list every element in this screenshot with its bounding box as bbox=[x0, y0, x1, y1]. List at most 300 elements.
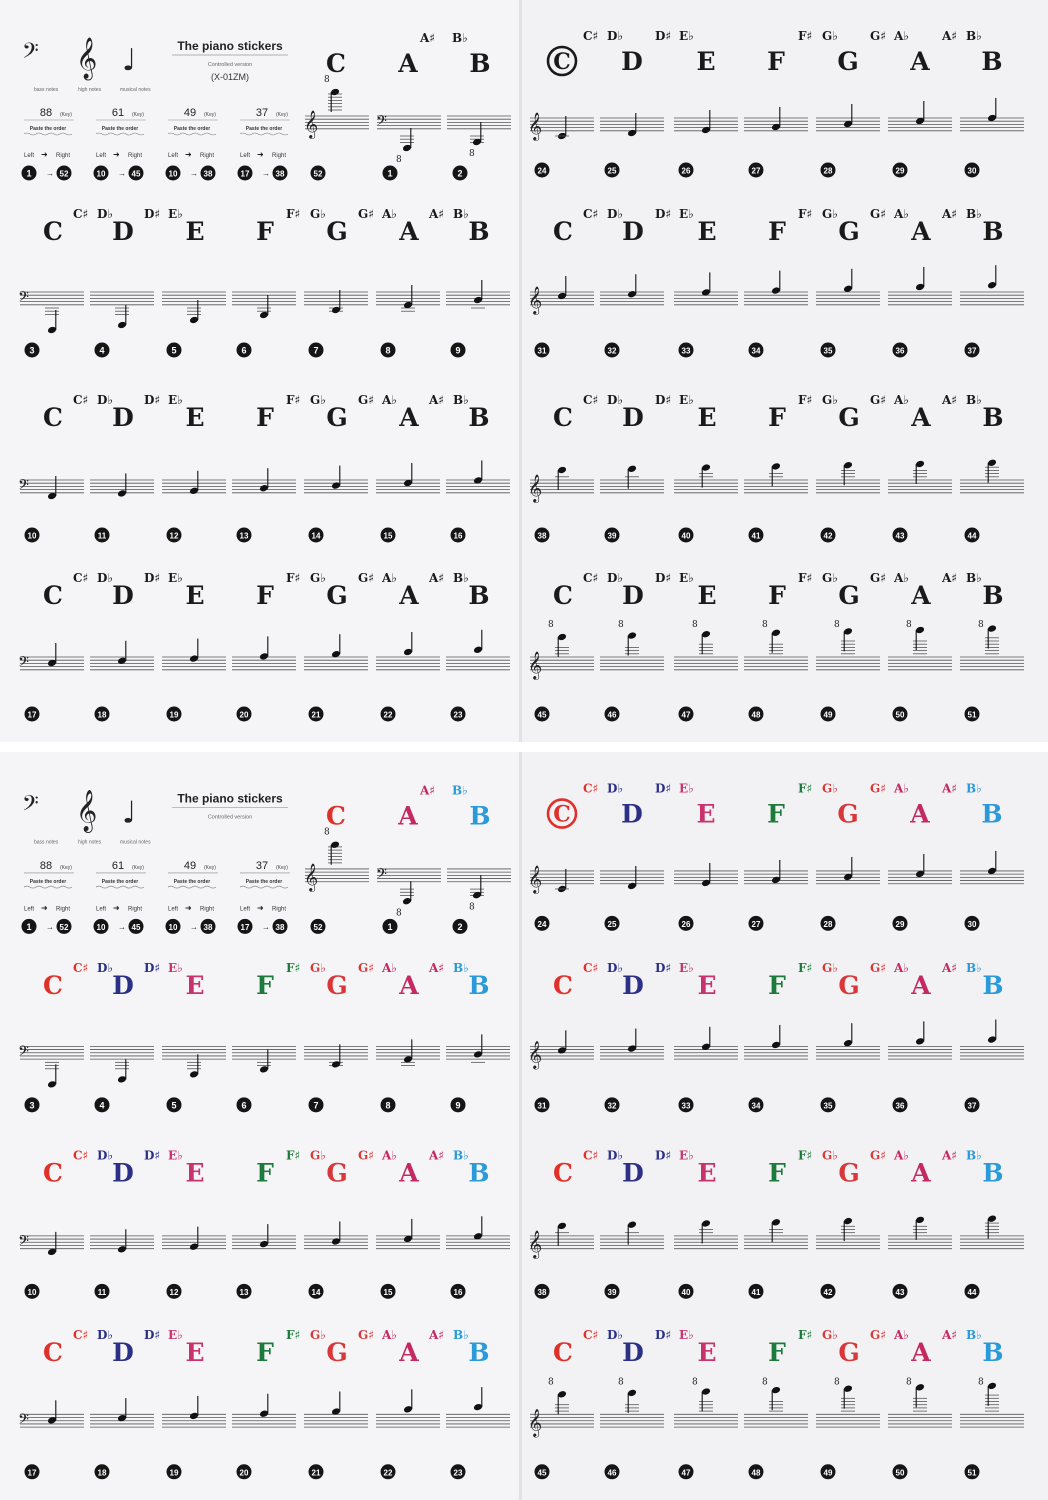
direction-left: Left bbox=[168, 153, 179, 159]
accidental-label: C♯ bbox=[583, 393, 599, 407]
natural-note-label: A bbox=[911, 970, 931, 1000]
number-label: 17 bbox=[240, 922, 250, 932]
paste-order: Paste the order bbox=[173, 879, 211, 886]
accidental-label: A♭ bbox=[382, 207, 397, 221]
accidental-label: G♭ bbox=[310, 1148, 326, 1163]
number-label: 23 bbox=[453, 1468, 463, 1478]
accidental-label: G♭ bbox=[310, 1327, 326, 1342]
number-label: 35 bbox=[823, 346, 833, 356]
number-label: 41 bbox=[751, 1287, 761, 1297]
paste-order: Paste the order bbox=[101, 126, 139, 132]
accidental-label: D♭ bbox=[97, 207, 114, 221]
natural-note-label: E bbox=[696, 799, 716, 829]
number-label: 14 bbox=[311, 1287, 321, 1297]
natural-note-label: G bbox=[837, 799, 859, 829]
accidental-label: E♭ bbox=[679, 1148, 694, 1163]
accidental-label: A♯ bbox=[942, 960, 958, 975]
number-label: 7 bbox=[313, 345, 319, 356]
bass-clef-icon: 𝄢 bbox=[18, 1232, 29, 1253]
accidental-label: C♯ bbox=[583, 207, 599, 221]
accidental-label: D♯ bbox=[144, 1148, 161, 1163]
quarter-note-icon: ♩ bbox=[122, 795, 137, 831]
accidental-label: E♭ bbox=[679, 393, 694, 407]
accidental-label: B♭ bbox=[453, 1148, 469, 1163]
natural-note-label: B bbox=[982, 970, 1004, 1000]
direction-left: Left bbox=[24, 906, 35, 913]
number-label: 45 bbox=[131, 169, 141, 179]
number-label: 30 bbox=[967, 166, 977, 176]
number-label: 41 bbox=[751, 531, 761, 541]
accidental-label: D♭ bbox=[607, 1327, 624, 1342]
ottava-mark: 8 bbox=[692, 1377, 698, 1388]
accidental-label: D♯ bbox=[655, 571, 672, 585]
natural-note-label: E bbox=[185, 217, 205, 246]
accidental-label: A♯ bbox=[429, 1148, 445, 1163]
natural-note-label: G bbox=[326, 403, 348, 432]
key-unit: (Key) bbox=[204, 864, 216, 871]
accidental-label: E♭ bbox=[679, 207, 694, 221]
accidental-label: G♯ bbox=[870, 960, 887, 975]
natural-note-label: E bbox=[697, 403, 717, 432]
natural-note-label: G bbox=[838, 1158, 860, 1188]
accidental-label: D♭ bbox=[607, 960, 624, 975]
accidental-label: D♭ bbox=[607, 207, 624, 221]
number-label: 24 bbox=[537, 166, 547, 176]
direction-right: Right bbox=[56, 153, 71, 159]
number-label: 25 bbox=[607, 919, 617, 929]
accidental-label: G♭ bbox=[822, 1148, 838, 1163]
accidental-label: C♯ bbox=[73, 207, 89, 221]
natural-note-label: C bbox=[43, 1337, 63, 1367]
accidental-label: A♭ bbox=[382, 960, 397, 975]
accidental-label: G♯ bbox=[870, 1148, 887, 1163]
natural-note-label: G bbox=[838, 581, 860, 610]
accidental-label: A♭ bbox=[382, 571, 397, 585]
arrow-right-icon: ➜ bbox=[113, 903, 120, 913]
natural-note-label: B bbox=[981, 799, 1003, 829]
accidental-label: B♭ bbox=[453, 1327, 469, 1342]
treble-clef-icon: 𝄞 bbox=[528, 112, 543, 140]
accidental-label: E♭ bbox=[679, 571, 694, 585]
key-count: 88 bbox=[39, 107, 53, 119]
number-label: 17 bbox=[27, 710, 37, 720]
number-label: 51 bbox=[967, 1468, 977, 1478]
number-label: 49 bbox=[823, 1468, 833, 1478]
natural-note-label: A bbox=[399, 1337, 419, 1367]
bass-clef-icon: 𝄢 bbox=[376, 113, 387, 133]
natural-note-label: C bbox=[553, 403, 573, 432]
number-label: 43 bbox=[895, 531, 905, 541]
key-count: 49 bbox=[183, 859, 197, 872]
arrow-right-icon: → bbox=[190, 169, 198, 178]
natural-note-label: D bbox=[112, 403, 134, 432]
icon-caption: musical notes bbox=[120, 87, 151, 93]
accidental-label: B♭ bbox=[966, 960, 982, 975]
number-label: 12 bbox=[169, 531, 179, 541]
accidental-label: E♭ bbox=[168, 1148, 183, 1163]
key-unit: (Key) bbox=[132, 864, 144, 871]
natural-note-label: E bbox=[697, 217, 717, 246]
natural-note-label: F bbox=[768, 1158, 786, 1188]
arrow-right-icon: ➜ bbox=[41, 903, 48, 913]
sheet-art-group bbox=[18, 781, 1024, 1479]
number-label: 10 bbox=[96, 169, 106, 179]
ottava-mark: 8 bbox=[548, 1377, 554, 1388]
natural-note-label: D bbox=[112, 1158, 134, 1188]
sticker-sheet-art bbox=[0, 0, 1048, 742]
accidental-label: B♭ bbox=[452, 783, 468, 798]
direction-left: Left bbox=[24, 153, 35, 159]
ottava-mark: 8 bbox=[834, 620, 840, 630]
accidental-label: A♯ bbox=[942, 1148, 958, 1163]
number-label: 27 bbox=[751, 919, 761, 929]
accidental-label: G♭ bbox=[822, 207, 838, 221]
treble-clef-icon: 𝄞 bbox=[528, 1040, 543, 1069]
accidental-label: A♯ bbox=[429, 571, 445, 585]
accidental-label: C♯ bbox=[73, 571, 89, 585]
natural-note-label: E bbox=[185, 403, 205, 432]
accidental-label: B♭ bbox=[966, 781, 982, 796]
number-label: 2 bbox=[457, 168, 463, 179]
number-label: 33 bbox=[681, 1101, 691, 1111]
accidental-label: G♯ bbox=[870, 29, 887, 43]
wavy-rule bbox=[96, 886, 144, 888]
number-label: 21 bbox=[311, 710, 321, 720]
quarter-note-icon: ♩ bbox=[122, 43, 137, 78]
number-label: 17 bbox=[27, 1468, 37, 1478]
number-label: 44 bbox=[967, 531, 977, 541]
number-label: 42 bbox=[823, 531, 833, 541]
accidental-label: F♯ bbox=[286, 207, 301, 221]
natural-note-label: D bbox=[112, 970, 134, 1000]
direction-left: Left bbox=[96, 153, 107, 159]
arrow-right-icon: ➜ bbox=[257, 150, 264, 159]
number-label: 50 bbox=[895, 710, 905, 720]
icon-caption: high notes bbox=[78, 87, 102, 93]
number-label: 20 bbox=[239, 1468, 249, 1478]
number-label: 27 bbox=[751, 166, 761, 176]
natural-note-label: E bbox=[697, 1158, 717, 1188]
accidental-label: D♯ bbox=[144, 571, 161, 585]
accidental-label: E♭ bbox=[679, 29, 694, 43]
natural-note-label: D bbox=[622, 403, 644, 432]
natural-note-label: G bbox=[326, 581, 348, 610]
accidental-label: A♭ bbox=[382, 1327, 397, 1342]
number-label: 1 bbox=[26, 921, 32, 932]
number-label: 37 bbox=[967, 346, 977, 356]
header-subtitle: Controlled version bbox=[207, 814, 253, 821]
natural-note-label: C bbox=[43, 1158, 63, 1188]
number-label: 37 bbox=[967, 1101, 977, 1111]
natural-note-label: C bbox=[553, 1158, 573, 1188]
natural-note-label: B bbox=[468, 1337, 490, 1367]
natural-note-label: C bbox=[553, 1337, 573, 1367]
accidental-label: A♭ bbox=[382, 393, 397, 407]
arrow-right-icon: → bbox=[262, 922, 270, 932]
number-label: 11 bbox=[97, 531, 107, 541]
number-label: 30 bbox=[967, 919, 977, 929]
natural-note-label: B bbox=[468, 403, 490, 432]
key-count: 49 bbox=[183, 107, 197, 119]
accidental-label: B♭ bbox=[966, 1148, 982, 1163]
accidental-label: E♭ bbox=[168, 1327, 183, 1342]
natural-note-label: F bbox=[767, 47, 785, 76]
natural-note-label: G bbox=[837, 47, 859, 76]
natural-note-label: G bbox=[838, 217, 860, 246]
accidental-label: G♭ bbox=[822, 571, 838, 585]
natural-note-label: A bbox=[399, 217, 419, 246]
accidental-label: A♯ bbox=[942, 393, 958, 407]
natural-note-label: D bbox=[621, 799, 643, 829]
key-unit: (Key) bbox=[60, 112, 72, 118]
direction-left: Left bbox=[168, 906, 179, 913]
treble-clef-icon: 𝄞 bbox=[528, 1408, 543, 1437]
treble-clef-icon: 𝄞 bbox=[76, 38, 98, 79]
accidental-label: G♯ bbox=[358, 1327, 375, 1342]
number-label: 7 bbox=[313, 1100, 319, 1111]
treble-clef-icon: 𝄞 bbox=[528, 864, 543, 893]
number-label: 48 bbox=[751, 710, 761, 720]
ottava-mark: 8 bbox=[906, 1377, 912, 1388]
ottava-mark: 8 bbox=[978, 1377, 984, 1388]
natural-note-label: A bbox=[399, 1158, 419, 1188]
natural-note-label: D bbox=[622, 217, 644, 246]
natural-note-label: G bbox=[326, 970, 348, 1000]
number-label: 38 bbox=[275, 922, 285, 932]
accidental-label: B♭ bbox=[966, 29, 982, 43]
accidental-label: A♭ bbox=[894, 1148, 909, 1163]
natural-note-label: C bbox=[553, 970, 573, 1000]
treble-clef-icon: 𝄞 bbox=[76, 790, 98, 832]
natural-note-label: C bbox=[43, 970, 63, 1000]
natural-note-label: A bbox=[399, 970, 419, 1000]
treble-clef-icon: 𝄞 bbox=[528, 651, 543, 679]
number-label: 35 bbox=[823, 1101, 833, 1111]
direction-left: Left bbox=[240, 906, 251, 913]
natural-note-label: D bbox=[622, 581, 644, 610]
natural-note-label: D bbox=[112, 217, 134, 246]
natural-note-label: C bbox=[43, 581, 63, 610]
natural-note-label: A bbox=[911, 581, 931, 610]
accidental-label: A♯ bbox=[420, 783, 436, 798]
arrow-right-icon: ➜ bbox=[185, 903, 192, 913]
accidental-label: D♯ bbox=[655, 781, 672, 796]
natural-note-label: B bbox=[982, 217, 1004, 246]
number-label: 49 bbox=[823, 710, 833, 720]
number-label: 36 bbox=[895, 346, 905, 356]
accidental-label: F♯ bbox=[286, 571, 301, 585]
accidental-label: D♭ bbox=[607, 781, 624, 796]
accidental-label: D♭ bbox=[607, 1148, 624, 1163]
number-label: 32 bbox=[607, 346, 617, 356]
ottava-mark: 8 bbox=[618, 1377, 624, 1388]
natural-note-label: E bbox=[185, 1158, 205, 1188]
natural-note-label: E bbox=[185, 1337, 205, 1367]
accidental-label: D♯ bbox=[655, 1148, 672, 1163]
natural-note-label: A bbox=[398, 49, 418, 78]
number-label: 11 bbox=[97, 1287, 107, 1297]
arrow-right-icon: → bbox=[262, 169, 270, 178]
accidental-label: G♭ bbox=[822, 1327, 838, 1342]
direction-right: Right bbox=[200, 153, 215, 159]
number-label: 10 bbox=[96, 922, 106, 932]
icon-caption: high notes bbox=[78, 839, 102, 846]
sheet-art-group bbox=[18, 29, 1024, 722]
accidental-label: G♭ bbox=[310, 207, 326, 221]
number-label: 28 bbox=[823, 166, 833, 176]
number-label: 39 bbox=[607, 531, 617, 541]
number-label: 22 bbox=[383, 1468, 393, 1478]
number-label: 19 bbox=[169, 710, 179, 720]
number-label: 8 bbox=[385, 1100, 391, 1111]
natural-note-label: A bbox=[399, 403, 419, 432]
natural-note-label: A bbox=[399, 581, 419, 610]
number-label: 29 bbox=[895, 166, 905, 176]
sticker-sheet-color bbox=[0, 752, 1048, 1500]
number-label: 19 bbox=[169, 1468, 179, 1478]
accidental-label: C♯ bbox=[583, 781, 599, 796]
number-label: 26 bbox=[681, 166, 691, 176]
number-label: 2 bbox=[457, 921, 463, 932]
wavy-rule bbox=[168, 886, 216, 888]
number-label: 15 bbox=[383, 1287, 393, 1297]
number-label: 9 bbox=[455, 345, 461, 356]
number-label: 40 bbox=[681, 1287, 691, 1297]
number-label: 52 bbox=[59, 169, 69, 179]
accidental-label: D♯ bbox=[144, 207, 161, 221]
header-title: The piano stickers bbox=[177, 791, 283, 806]
accidental-label: A♯ bbox=[429, 960, 445, 975]
paste-order: Paste the order bbox=[173, 126, 211, 132]
natural-note-label: B bbox=[982, 403, 1004, 432]
natural-note-label: A bbox=[911, 217, 931, 246]
paste-order: Paste the order bbox=[245, 879, 283, 886]
direction-right: Right bbox=[272, 153, 287, 159]
number-label: 10 bbox=[27, 1287, 37, 1297]
bass-clef-icon: 𝄢 bbox=[18, 1043, 29, 1064]
natural-note-label: D bbox=[112, 1337, 134, 1367]
natural-note-label: A bbox=[911, 403, 931, 432]
number-label: 1 bbox=[26, 168, 32, 179]
accidental-label: G♯ bbox=[870, 207, 887, 221]
accidental-label: A♭ bbox=[894, 1327, 909, 1342]
number-label: 12 bbox=[169, 1287, 179, 1297]
number-label: 4 bbox=[99, 345, 105, 356]
accidental-label: A♯ bbox=[942, 1327, 958, 1342]
accidental-label: G♯ bbox=[870, 781, 887, 796]
natural-note-label: B bbox=[468, 581, 490, 610]
natural-note-label: B bbox=[981, 47, 1003, 76]
accidental-label: C♯ bbox=[73, 1148, 89, 1163]
natural-note-label: A bbox=[910, 799, 930, 829]
arrow-right-icon: ➜ bbox=[113, 150, 120, 159]
number-label: 18 bbox=[97, 710, 107, 720]
number-label: 47 bbox=[681, 710, 691, 720]
natural-note-label: F bbox=[767, 799, 785, 829]
accidental-label: G♯ bbox=[870, 1327, 887, 1342]
header-model: (X-01ZM) bbox=[211, 72, 249, 82]
number-label: 45 bbox=[537, 1468, 547, 1478]
ottava-mark: 8 bbox=[469, 902, 475, 913]
natural-note-label: B bbox=[982, 1158, 1004, 1188]
natural-note-label: B bbox=[468, 1158, 490, 1188]
key-count: 88 bbox=[39, 859, 53, 872]
accidental-label: D♯ bbox=[655, 960, 672, 975]
ottava-mark: 8 bbox=[692, 620, 698, 630]
natural-note-label: B bbox=[982, 581, 1004, 610]
number-label: 52 bbox=[59, 922, 69, 932]
natural-note-label: D bbox=[621, 47, 643, 76]
accidental-label: F♯ bbox=[798, 393, 813, 407]
number-label: 16 bbox=[453, 531, 463, 541]
natural-note-label: F bbox=[256, 1158, 274, 1188]
ottava-mark: 8 bbox=[324, 75, 330, 85]
sticker-sheet-black bbox=[0, 0, 1048, 742]
number-label: 6 bbox=[241, 1100, 247, 1111]
natural-note-label: D bbox=[622, 970, 644, 1000]
treble-clef-icon: 𝄞 bbox=[304, 110, 319, 138]
accidental-label: D♭ bbox=[97, 393, 114, 407]
number-label: 8 bbox=[385, 345, 391, 356]
wavy-rule bbox=[96, 133, 144, 135]
sticker-sheet-art bbox=[0, 752, 1048, 1500]
wavy-rule bbox=[24, 133, 72, 135]
paste-order: Paste the order bbox=[101, 879, 139, 886]
icon-caption: bass notes bbox=[34, 839, 59, 846]
accidental-label: G♭ bbox=[310, 571, 326, 585]
bass-clef-icon: 𝄢 bbox=[18, 289, 29, 309]
number-label: 1 bbox=[387, 168, 393, 179]
accidental-label: A♯ bbox=[942, 207, 958, 221]
natural-note-label: E bbox=[697, 1337, 717, 1367]
accidental-label: F♯ bbox=[798, 207, 813, 221]
accidental-label: G♯ bbox=[870, 393, 887, 407]
accidental-label: C♯ bbox=[583, 1327, 599, 1342]
natural-note-label: F bbox=[256, 217, 274, 246]
number-label: 21 bbox=[311, 1468, 321, 1478]
accidental-label: A♭ bbox=[894, 29, 909, 43]
natural-note-label: G bbox=[838, 1337, 860, 1367]
accidental-label: E♭ bbox=[168, 393, 183, 407]
treble-clef-icon: 𝄞 bbox=[528, 1229, 543, 1258]
accidental-label: D♭ bbox=[607, 393, 624, 407]
number-label: 28 bbox=[823, 919, 833, 929]
key-unit: (Key) bbox=[132, 112, 144, 118]
wavy-rule bbox=[240, 886, 288, 888]
number-label: 45 bbox=[131, 922, 141, 932]
number-label: 1 bbox=[387, 921, 393, 932]
natural-note-label: C bbox=[326, 801, 346, 831]
natural-note-label: C bbox=[553, 581, 573, 610]
natural-note-label: F bbox=[256, 403, 274, 432]
wavy-rule bbox=[240, 133, 288, 135]
natural-note-label: E bbox=[696, 47, 716, 76]
accidental-label: D♭ bbox=[97, 571, 114, 585]
accidental-label: G♭ bbox=[822, 393, 838, 407]
number-label: 13 bbox=[239, 531, 249, 541]
natural-note-label: C bbox=[326, 49, 346, 78]
accidental-label: B♭ bbox=[966, 207, 982, 221]
natural-note-label: A bbox=[911, 1158, 931, 1188]
accidental-label: G♯ bbox=[870, 571, 887, 585]
arrow-right-icon: → bbox=[46, 169, 54, 178]
number-label: 38 bbox=[203, 169, 213, 179]
number-label: 4 bbox=[99, 1100, 105, 1111]
natural-note-label: D bbox=[622, 1337, 644, 1367]
key-unit: (Key) bbox=[60, 864, 72, 871]
accidental-label: D♭ bbox=[97, 1327, 114, 1342]
number-label: 31 bbox=[537, 1101, 547, 1111]
